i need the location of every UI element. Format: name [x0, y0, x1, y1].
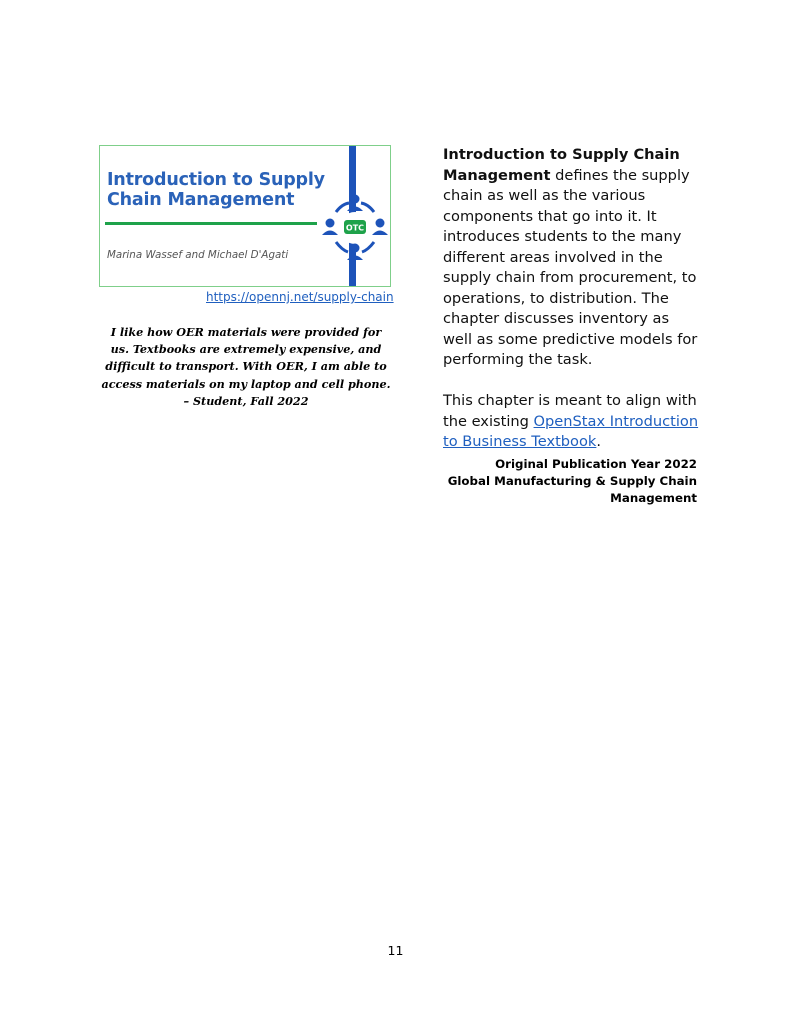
description-bold-title: Introduction to Supply Chain Management: [443, 146, 680, 184]
chapter-description: [443, 145, 699, 453]
cover-title: Introduction to Supply Chain Management: [107, 170, 325, 210]
supply-chain-url-link[interactable]: https://opennj.net/supply-chain: [206, 290, 394, 304]
book-cover-image: [99, 145, 391, 287]
quote-attribution: – Student, Fall 2022: [183, 393, 309, 408]
description-body: defines the supply chain as well as the various components that go into it. It introduces students to the many different areas involved in the supply chain from procurement, to operations, to distribution. The chapter discusses inventory as well as some predictive models for performing the task.: [443, 166, 698, 368]
student-quote: [100, 324, 392, 410]
publication-year: Original Publication Year 2022: [495, 457, 697, 471]
alignment-prefix: This chapter is meant to align with the existing: [443, 392, 697, 430]
course-name: Global Manufacturing & Supply Chain Management: [447, 474, 697, 505]
openstax-textbook-link[interactable]: OpenStax Introduction to Business Textbook: [443, 412, 699, 450]
cover-authors: Marina Wassef and Michael D'Agati: [107, 249, 289, 261]
quote-text: I like how OER materials were provided for us. Textbooks are extremely expensive, and difficult to transport. With OER, I am able to access materials on my laptop and cell phone.: [101, 325, 391, 391]
alignment-paragraph: [443, 391, 699, 453]
page-number: 11: [387, 943, 404, 958]
alignment-suffix: .: [596, 433, 602, 450]
otc-logo-icon: [320, 192, 390, 264]
description-paragraph: [443, 145, 699, 371]
publication-meta: [443, 456, 697, 507]
cover-accent-bar: [105, 222, 317, 225]
logo-text: OTC: [345, 223, 365, 233]
